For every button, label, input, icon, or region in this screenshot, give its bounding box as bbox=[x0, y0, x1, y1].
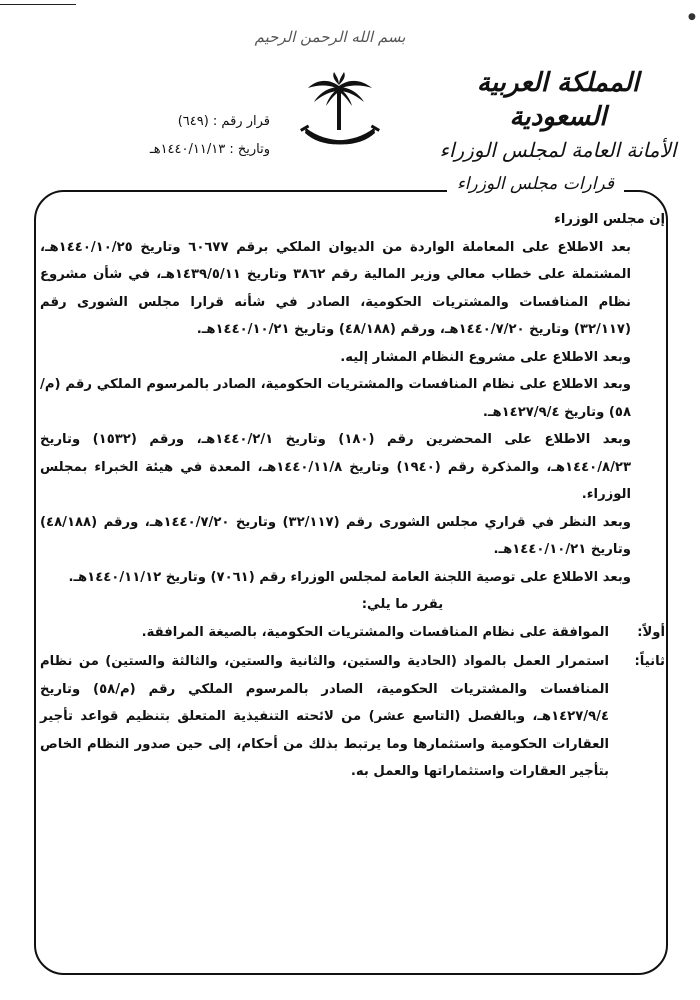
decision-meta bbox=[70, 108, 270, 164]
section-title: قرارات مجلس الوزراء bbox=[447, 171, 624, 197]
corner-scan-mark bbox=[0, 4, 76, 5]
corner-dot: ● bbox=[688, 12, 696, 22]
secretariat-name: الأمانة العامة لمجلس الوزراء bbox=[439, 138, 677, 162]
item-label: ثانياً: bbox=[634, 654, 665, 669]
decision-date: وتاريخ : ١٤٤٠/١١/١٣هـ bbox=[149, 142, 270, 157]
decision-body bbox=[40, 206, 665, 786]
preamble-paragraph: وبعد النظر في قراري مجلس الشورى رقم (٣٢/١١٧) وتاريخ ١٤٤٠/٧/٢٠هـ، ورقم (٤٨/١٨٨) وتاريخ ١٤٤٠/١٠/٢١هـ. bbox=[40, 514, 631, 557]
preamble-paragraph: وبعد الاطلاع على المحضرين رقم (١٨٠) وتاريخ ١٤٤٠/٢/١هـ، ورقم (١٥٣٢) وتاريخ ١٤٤٠/٨/٢٣هـ، والمذكرة رقم (١٩٤٠) وتاريخ ١٤٤٠/١١/٨هـ، المعدة في هيئة الخبراء بمجلس الوزراء. bbox=[40, 432, 631, 502]
issuing-authority bbox=[438, 66, 678, 164]
preamble-paragraph: وبعد الاطلاع على توصية اللجنة العامة لمجلس الوزراء رقم (٧٠٦١) وتاريخ ١٤٤٠/١١/١٢هـ. bbox=[68, 569, 631, 585]
basmala: بسم الله الرحمن الرحيم bbox=[254, 28, 406, 46]
item-text: استمرار العمل بالمواد (الحادية والستين، والثانية والستين، والثالثة والستين) من نظام المنافسات والمشتريات الحكومية، الصادر بالمرسوم الملكي رقم (م/٥٨) وتاريخ ١٤٢٧/٩/٤هـ، وبالفصل (التاسع عشر) من لائحته التنفيذية المتعلق بتنظيم قواعد تأجير العقارات الحكومية واستثمارها وما يرتبط بذلك من أحكام، إلى حين صدور النظام الخاص بتأجير العقارات واستثماراتها والعمل به. bbox=[40, 654, 609, 779]
preamble-paragraph: بعد الاطلاع على المعاملة الواردة من الديوان الملكي برقم ٦٠٦٧٧ وتاريخ ١٤٤٠/١٠/٢٥هـ، المشتملة على خطاب معالي وزير المالية رقم ٣٨٦٢ وتاريخ ١٤٣٩/٥/١١هـ، في شأن مشروع نظام المنافسات والمشتريات الحكومية، الصادر في شأنه قرارا مجلس الشورى رقم (٣٢/١١٧) وتاريخ ١٤٤٠/٧/٢٠هـ، ورقم (٤٨/١٨٨) وتاريخ ١٤٤٠/١٠/٢١هـ. bbox=[40, 239, 631, 337]
decision-item bbox=[40, 648, 665, 786]
decides-heading: يقرر ما يلي: bbox=[361, 597, 444, 612]
item-text: الموافقة على نظام المنافسات والمشتريات الحكومية، بالصيغة المرافقة. bbox=[141, 624, 609, 640]
decision-number: قرار رقم : (٦٤٩) bbox=[177, 114, 270, 129]
preamble-paragraph: وبعد الاطلاع على مشروع النظام المشار إليه. bbox=[340, 349, 631, 365]
decision-item bbox=[40, 619, 665, 647]
preamble-paragraph: وبعد الاطلاع على نظام المنافسات والمشتريات الحكومية، الصادر بالمرسوم الملكي رقم (م/٥٨) وتاريخ ١٤٢٧/٩/٤هـ. bbox=[40, 377, 631, 420]
kingdom-name: المملكة العربية السعودية bbox=[476, 68, 640, 132]
opening-line: إن مجلس الوزراء bbox=[554, 212, 665, 227]
item-label: أولاً: bbox=[637, 624, 665, 640]
palm-swords-emblem-icon bbox=[298, 72, 382, 152]
